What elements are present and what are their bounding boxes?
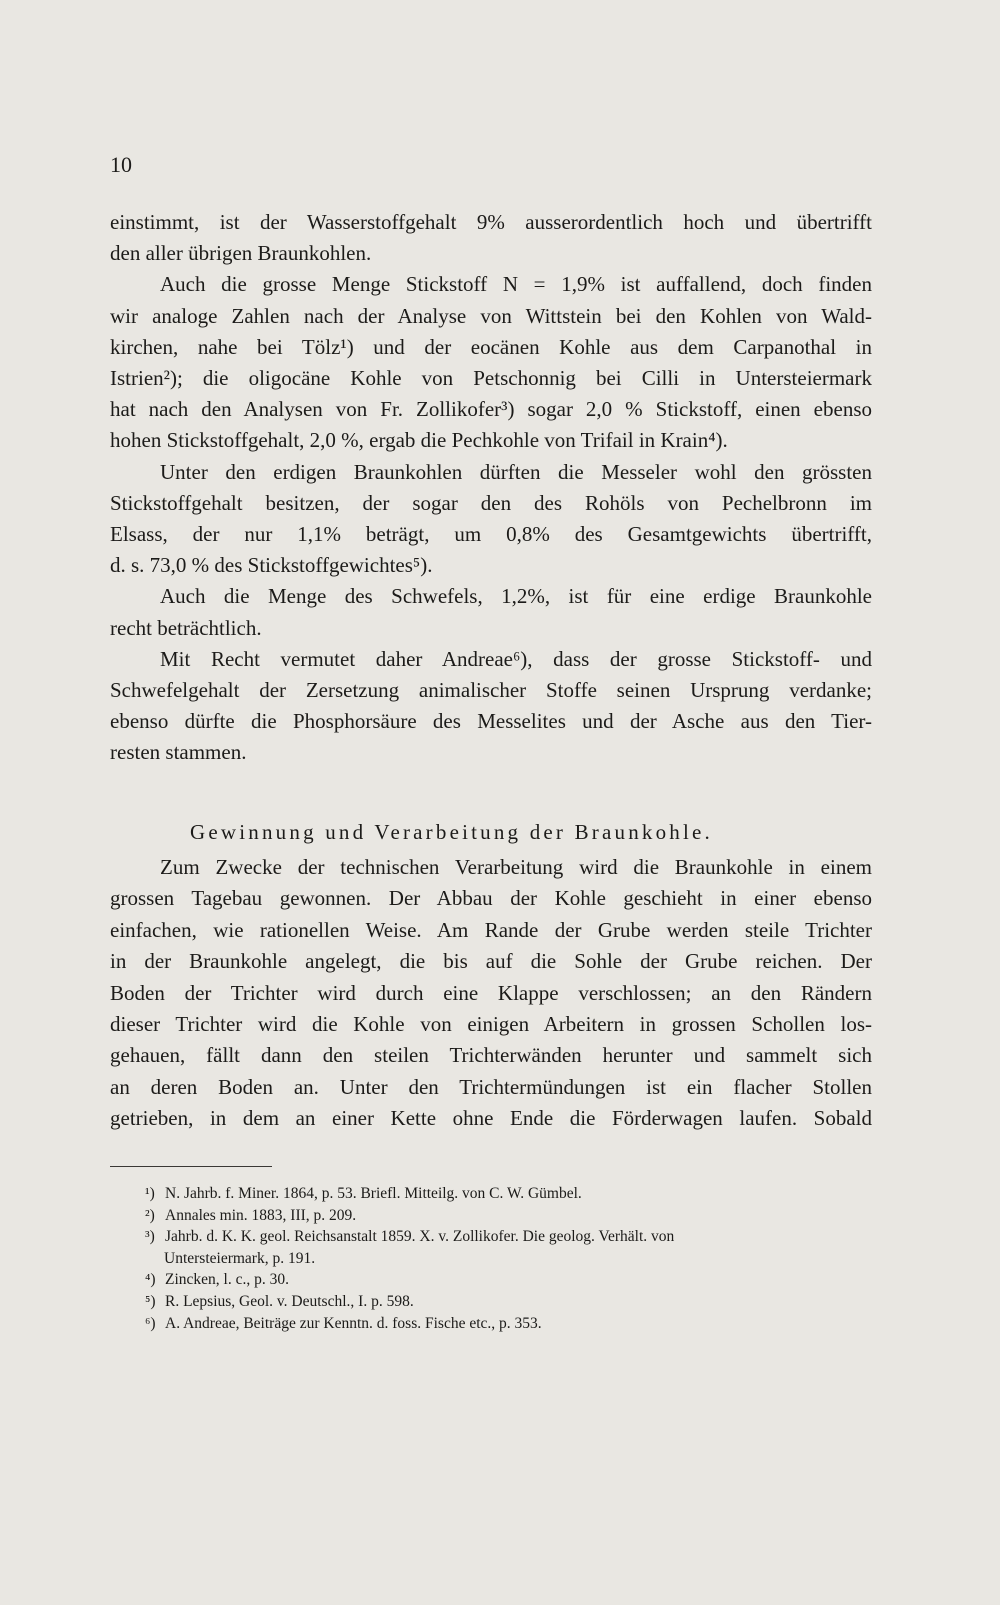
- body-line: hohen Stickstoffgehalt, 2,0 %, ergab die Pechkohle von Trifail in Krain⁴).: [110, 428, 728, 453]
- body-line: ebenso dürfte die Phosphorsäure des Messelites und der Asche aus den Tier-: [110, 709, 872, 734]
- footnote: [145, 1291, 880, 1312]
- section-line: getrieben, in dem an einer Kette ohne Ende die Förderwagen laufen. Sobald: [110, 1106, 872, 1131]
- footnote: [145, 1269, 880, 1290]
- footnote: [145, 1183, 880, 1204]
- footnote: [145, 1205, 880, 1226]
- body-line: recht beträchtlich.: [110, 615, 262, 640]
- body-line: kirchen, nahe bei Tölz¹) und der eocänen Kohle aus dem Carpanothal in: [110, 334, 872, 359]
- footnote-text: R. Lepsius, Geol. v. Deutschl., I. p. 598.: [165, 1293, 414, 1310]
- body-line: d. s. 73,0 % des Stickstoffgewichtes⁵).: [110, 553, 433, 578]
- footnote-text: N. Jahrb. f. Miner. 1864, p. 53. Briefl. Mitteilg. von C. W. Gümbel.: [165, 1185, 582, 1202]
- section-line: Zum Zwecke der technischen Verarbeitung wird die Braunkohle in einem: [160, 855, 872, 879]
- section-heading: Gewinnung und Verarbeitung der Braunkohle.: [190, 820, 714, 844]
- section-line: gehauen, fällt dann den steilen Trichterwänden herunter und sammelt sich: [110, 1043, 872, 1068]
- footnote-text: Annales min. 1883, III, p. 209.: [165, 1206, 357, 1224]
- body-line: wir analoge Zahlen nach der Analyse von Wittstein bei den Kohlen von Wald-: [110, 303, 872, 328]
- footnote: [145, 1226, 880, 1247]
- section-line: an deren Boden an. Unter den Trichtermündungen ist ein flacher Stollen: [110, 1074, 872, 1099]
- body-line: den aller übrigen Braunkohlen.: [110, 241, 372, 266]
- body-line: Auch die grosse Menge Stickstoff N = 1,9% ist auffallend, doch finden: [160, 272, 872, 297]
- section-line: grossen Tagebau gewonnen. Der Abbau der Kohle geschieht in einer ebenso: [110, 886, 872, 911]
- footnote-divider: [110, 1166, 272, 1167]
- footnote-mark: ⁵): [145, 1293, 156, 1310]
- footnote-mark: ³): [145, 1228, 155, 1246]
- footnote-text: A. Andreae, Beiträge zur Kenntn. d. foss. Fische etc., p. 353.: [165, 1314, 542, 1332]
- footnote-text: Jahrb. d. K. K. geol. Reichsanstalt 1859. X. v. Zollikofer. Die geolog. Verhält. von: [165, 1228, 675, 1246]
- section-line: in der Braunkohle angelegt, die bis auf die Sohle der Grube reichen. Der: [110, 949, 872, 974]
- body-line: Unter den erdigen Braunkohlen dürften die Messeler wohl den grössten: [160, 459, 872, 484]
- footnote-mark: ²): [145, 1206, 155, 1224]
- body-line: resten stammen.: [110, 740, 247, 765]
- section-line: dieser Trichter wird die Kohle von einigen Arbeitern in grossen Schollen los-: [110, 1012, 872, 1036]
- page-number: 10: [110, 152, 132, 177]
- section-line: Boden der Trichter wird durch eine Klappe verschlossen; an den Rändern: [110, 980, 872, 1005]
- body-line: Schwefelgehalt der Zersetzung animalischer Stoffe seinen Ursprung verdanke;: [110, 678, 872, 702]
- body-line: Elsass, der nur 1,1% beträgt, um 0,8% des Gesamtgewichts übertrifft,: [110, 522, 872, 546]
- body-line: hat nach den Analysen von Fr. Zollikofer³) sogar 2,0 % Stickstoff, einen ebenso: [110, 397, 872, 422]
- footnote: [164, 1248, 899, 1269]
- footnote-text: Zincken, l. c., p. 30.: [165, 1271, 289, 1289]
- body-line: Mit Recht vermutet daher Andreae⁶), dass der grosse Stickstoff- und: [160, 646, 872, 671]
- footnote-mark: ⁶): [145, 1314, 156, 1332]
- body-line: Stickstoffgehalt besitzen, der sogar den des Rohöls von Pechelbronn im: [110, 490, 872, 515]
- footnote: [145, 1313, 880, 1334]
- footnote-mark: ¹): [145, 1185, 155, 1202]
- footnote-text: Untersteiermark, p. 191.: [164, 1249, 316, 1267]
- section-line: einfachen, wie rationellen Weise. Am Rande der Grube werden steile Trichter: [110, 917, 872, 942]
- body-line: Auch die Menge des Schwefels, 1,2%, ist für eine erdige Braunkohle: [160, 584, 872, 609]
- footnote-mark: ⁴): [145, 1271, 156, 1289]
- body-line: einstimmt, ist der Wasserstoffgehalt 9% ausserordentlich hoch und übertrifft: [110, 210, 872, 234]
- body-line: Istrien²); die oligocäne Kohle von Petschonnig bei Cilli in Untersteiermark: [110, 366, 872, 390]
